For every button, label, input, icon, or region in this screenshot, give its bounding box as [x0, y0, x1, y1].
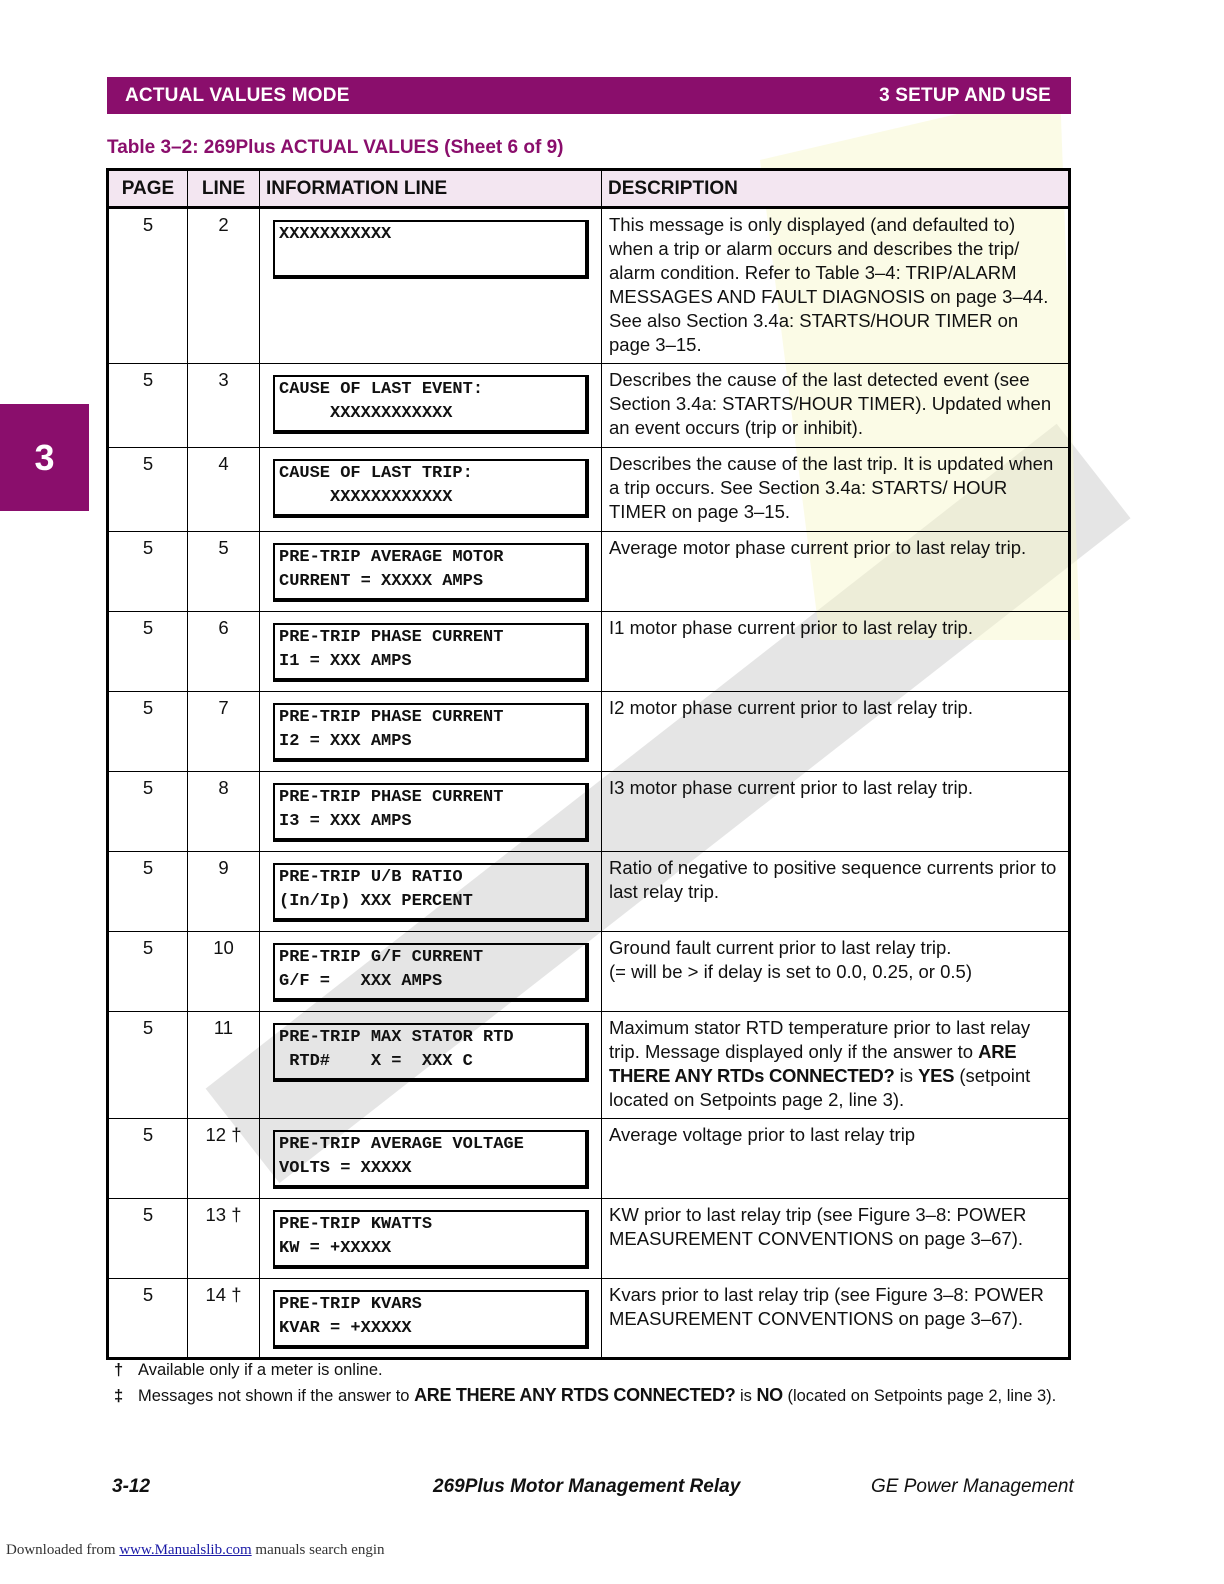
- cell-page: 5: [108, 532, 188, 612]
- lcd-display: [273, 703, 589, 762]
- desc-text: is: [894, 1065, 919, 1086]
- lcd-line-2: CURRENT = XXXXX AMPS: [279, 572, 484, 591]
- cell-info: [260, 532, 602, 612]
- lcd-line-1: PRE-TRIP PHASE CURRENT: [279, 708, 504, 727]
- cell-line: 7: [188, 692, 260, 772]
- table-row: [108, 448, 1070, 532]
- cell-info: [260, 932, 602, 1012]
- ddagger-text-post: (located on Setpoints page 2, line 3).: [782, 1387, 1057, 1405]
- lcd-line-2: (In/Ip) XXX PERCENT: [279, 892, 473, 911]
- table-row: [108, 772, 1070, 852]
- lcd-line-2: XXXXXXXXXXXX: [279, 488, 453, 507]
- cell-line: 3: [188, 364, 260, 448]
- desc-text: I2 motor phase current prior to last relay trip.: [609, 697, 973, 718]
- cell-description: [602, 772, 1070, 852]
- cell-description: [602, 364, 1070, 448]
- lcd-display: [273, 623, 589, 682]
- cell-page: 5: [108, 772, 188, 852]
- lcd-line-2: G/F = XXX AMPS: [279, 972, 443, 991]
- lcd-line-1: PRE-TRIP AVERAGE MOTOR: [279, 548, 504, 567]
- table-title: Table 3–2: 269Plus ACTUAL VALUES (Sheet 6 of 9): [107, 137, 564, 158]
- ddagger-bold-answer: NO: [756, 1385, 783, 1405]
- cell-description: [602, 612, 1070, 692]
- double-dagger-symbol: ‡: [114, 1387, 124, 1405]
- cell-page: 5: [108, 852, 188, 932]
- table-row: [108, 1279, 1070, 1359]
- cell-info: [260, 208, 602, 364]
- cell-description: [602, 1199, 1070, 1279]
- desc-text: Average motor phase current prior to last relay trip.: [609, 537, 1027, 558]
- desc-text: Average voltage prior to last relay trip: [609, 1124, 916, 1145]
- col-header-info: INFORMATION LINE: [260, 170, 602, 208]
- cell-page: 5: [108, 1199, 188, 1279]
- table-row: [108, 852, 1070, 932]
- cell-description: [602, 932, 1070, 1012]
- footer-page-number: 3-12: [112, 1476, 151, 1497]
- footnote-dagger: [114, 1361, 383, 1380]
- section-header-bar: [107, 77, 1071, 114]
- cell-page: 5: [108, 1012, 188, 1119]
- cell-info: [260, 612, 602, 692]
- cell-description: [602, 692, 1070, 772]
- lcd-line-2: VOLTS = XXXXX: [279, 1159, 412, 1178]
- cell-line: 4: [188, 448, 260, 532]
- download-suffix: manuals search engin: [251, 1542, 385, 1558]
- lcd-display: [273, 459, 589, 518]
- cell-line: 5: [188, 532, 260, 612]
- chapter-side-tab: 3: [0, 404, 89, 511]
- cell-line: 2: [188, 208, 260, 364]
- cell-info: [260, 364, 602, 448]
- lcd-line-1: XXXXXXXXXXX: [279, 225, 392, 244]
- cell-line: 9: [188, 852, 260, 932]
- desc-text: Ratio of negative to positive sequence currents prior to last relay trip.: [609, 857, 1057, 902]
- cell-page: 5: [108, 932, 188, 1012]
- lcd-line-1: PRE-TRIP MAX STATOR RTD: [279, 1028, 514, 1047]
- lcd-display: [273, 1290, 589, 1349]
- ddagger-bold-question: ARE THERE ANY RTDS CONNECTED?: [414, 1385, 736, 1405]
- desc-text: KW prior to last relay trip (see Figure 3–8: POWER MEASUREMENT CONVENTIONS on page 3–67).: [609, 1204, 1027, 1249]
- lcd-display: [273, 863, 589, 922]
- cell-line: 6: [188, 612, 260, 692]
- cell-description: [602, 1119, 1070, 1199]
- ddagger-text-pre: Messages not shown if the answer to: [138, 1387, 415, 1405]
- table-row: [108, 692, 1070, 772]
- table-row: [108, 364, 1070, 448]
- lcd-display: [273, 220, 589, 279]
- desc-text: (setpoint located on Setpoints page 2, line 3).: [609, 1065, 1031, 1110]
- cell-info: [260, 1199, 602, 1279]
- actual-values-table: [106, 168, 1071, 1360]
- cell-info: [260, 692, 602, 772]
- lcd-line-1: PRE-TRIP U/B RATIO: [279, 868, 463, 887]
- cell-page: 5: [108, 364, 188, 448]
- lcd-line-2: I1 = XXX AMPS: [279, 652, 412, 671]
- lcd-line-1: PRE-TRIP PHASE CURRENT: [279, 788, 504, 807]
- manualslib-link[interactable]: www.Manualslib.com: [119, 1542, 252, 1558]
- cell-line: 12 †: [188, 1119, 260, 1199]
- table-row: [108, 612, 1070, 692]
- cell-description: [602, 448, 1070, 532]
- cell-info: [260, 852, 602, 932]
- lcd-display: [273, 1130, 589, 1189]
- lcd-line-1: PRE-TRIP KVARS: [279, 1295, 422, 1314]
- footer-manual-title: 269Plus Motor Management Relay: [433, 1476, 741, 1497]
- col-header-line: LINE: [188, 170, 260, 208]
- cell-page: 5: [108, 692, 188, 772]
- desc-text: Maximum stator RTD temperature prior to last relay trip. Message displayed only if the answer to: [609, 1017, 1031, 1062]
- cell-page: 5: [108, 1119, 188, 1199]
- header-section-title: ACTUAL VALUES MODE: [125, 84, 350, 106]
- desc-text: This message is only displayed (and defaulted to) when a trip or alarm occurs and describes the trip/ alarm condition. Refer to Table 3–4: TRIP/ALARM MESSAGES AND FAULT DIAGNOSIS on page 3–44. See also Section 3.4a: STARTS/HOUR TIMER on page 3–15.: [609, 214, 1049, 355]
- cell-page: 5: [108, 448, 188, 532]
- lcd-display: [273, 1210, 589, 1269]
- desc-text: Kvars prior to last relay trip (see Figure 3–8: POWER MEASUREMENT CONVENTIONS on page 3–67).: [609, 1284, 1044, 1329]
- table-row: [108, 1199, 1070, 1279]
- cell-line: 10: [188, 932, 260, 1012]
- cell-info: [260, 1279, 602, 1359]
- cell-info: [260, 448, 602, 532]
- table-row: [108, 1012, 1070, 1119]
- lcd-line-2: I3 = XXX AMPS: [279, 812, 412, 831]
- cell-description: [602, 1279, 1070, 1359]
- desc-text: I1 motor phase current prior to last relay trip.: [609, 617, 973, 638]
- cell-page: 5: [108, 208, 188, 364]
- lcd-line-2: RTD# X = XXX C: [279, 1052, 473, 1071]
- desc-text: Describes the cause of the last detected event (see Section 3.4a: STARTS/HOUR TIMER). Updated when an event occurs (trip or inhibit).: [609, 369, 1052, 438]
- lcd-line-1: PRE-TRIP PHASE CURRENT: [279, 628, 504, 647]
- desc-text: Describes the cause of the last trip. It is updated when a trip occurs. See Section 3.4a: STARTS/ HOUR TIMER on page 3–15.: [609, 453, 1054, 522]
- lcd-line-1: PRE-TRIP KWATTS: [279, 1215, 433, 1234]
- table-row: [108, 1119, 1070, 1199]
- lcd-line-2: [279, 247, 585, 271]
- dagger-text: Available only if a meter is online.: [138, 1361, 383, 1379]
- cell-description: [602, 208, 1070, 364]
- col-header-page: PAGE: [108, 170, 188, 208]
- lcd-display: [273, 375, 589, 434]
- lcd-line-2: KW = +XXXXX: [279, 1239, 392, 1258]
- lcd-display: [273, 1023, 589, 1082]
- cell-description: [602, 852, 1070, 932]
- cell-description: [602, 532, 1070, 612]
- dagger-symbol: †: [114, 1361, 124, 1379]
- lcd-line-1: PRE-TRIP G/F CURRENT: [279, 948, 484, 967]
- desc-bold-answer: YES: [918, 1065, 955, 1086]
- lcd-display: [273, 943, 589, 1002]
- cell-info: [260, 1012, 602, 1119]
- cell-line: 11: [188, 1012, 260, 1119]
- cell-info: [260, 1119, 602, 1199]
- ddagger-text-mid: is: [735, 1387, 757, 1405]
- footnote-double-dagger: [114, 1385, 1056, 1406]
- desc-text: I3 motor phase current prior to last relay trip.: [609, 777, 973, 798]
- lcd-line-1: CAUSE OF LAST EVENT:: [279, 380, 484, 399]
- cell-line: 14 †: [188, 1279, 260, 1359]
- table-row: [108, 532, 1070, 612]
- cell-description: [602, 1012, 1070, 1119]
- lcd-display: [273, 543, 589, 602]
- table-row: [108, 208, 1070, 364]
- cell-page: 5: [108, 612, 188, 692]
- cell-page: 5: [108, 1279, 188, 1359]
- header-chapter-title: 3 SETUP AND USE: [879, 84, 1051, 106]
- lcd-display: [273, 783, 589, 842]
- desc-text: (= will be > if delay is set to 0.0, 0.25, or 0.5): [609, 961, 972, 982]
- lcd-line-2: XXXXXXXXXXXX: [279, 404, 453, 423]
- desc-bold-question: ARE THERE ANY RTDs CONNECTED?: [609, 1041, 1017, 1086]
- desc-text: Ground fault current prior to last relay trip.: [609, 937, 952, 958]
- cell-line: 8: [188, 772, 260, 852]
- download-notice: [6, 1542, 385, 1559]
- table-row: [108, 932, 1070, 1012]
- footer-company: GE Power Management: [871, 1476, 1074, 1497]
- lcd-line-1: CAUSE OF LAST TRIP:: [279, 464, 473, 483]
- lcd-line-2: I2 = XXX AMPS: [279, 732, 412, 751]
- cell-info: [260, 772, 602, 852]
- lcd-line-2: KVAR = +XXXXX: [279, 1319, 412, 1338]
- table-header-row: [108, 170, 1070, 208]
- download-prefix: Downloaded from: [6, 1542, 120, 1558]
- lcd-line-1: PRE-TRIP AVERAGE VOLTAGE: [279, 1135, 524, 1154]
- col-header-desc: DESCRIPTION: [602, 170, 1070, 208]
- cell-line: 13 †: [188, 1199, 260, 1279]
